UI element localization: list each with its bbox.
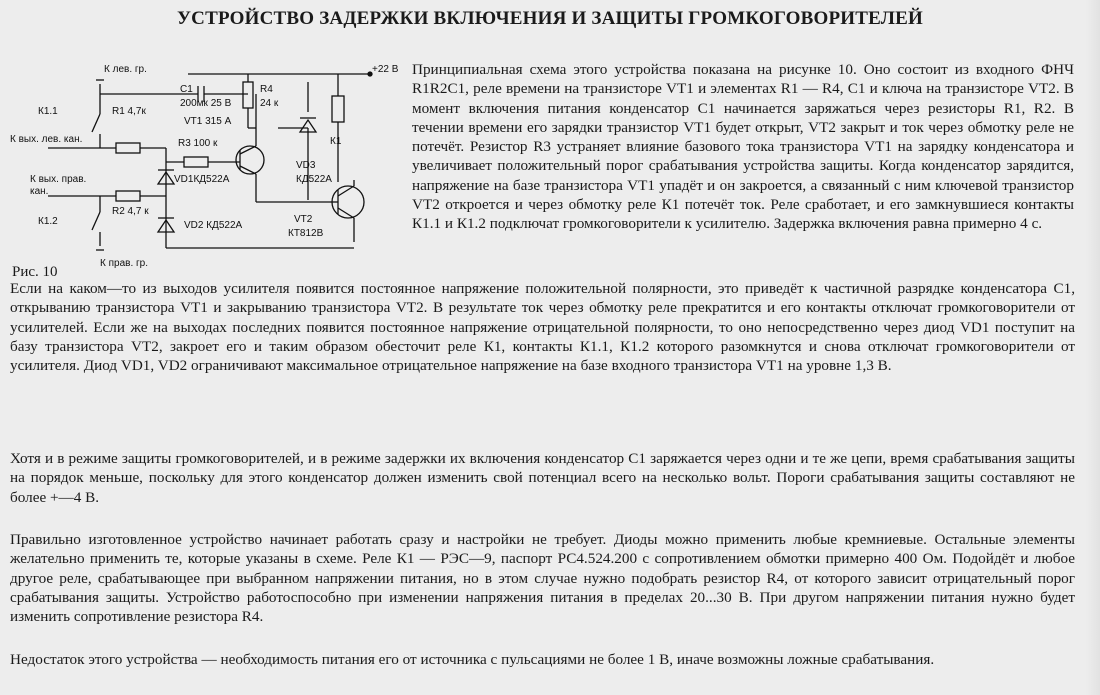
label-k12: К1.2 [38, 216, 58, 227]
label-c1-value: 200мк 25 В [180, 98, 232, 109]
label-r2: R2 4,7 к [112, 206, 149, 217]
circuit-schematic [8, 52, 408, 288]
intro-paragraph: Принципиальная схема этого устройства показана на рисунке 10. Оно состоит из входного ФНЧ R1R2C1, реле времени на транзисторе VT1 и элементах R1 — R4, C1 и ключа на транзисторе VT2. В момент включения питания конденсатор С1 начинается заряжаться через резисторы R1, R2. В течении времени его зарядки транзистор VT1 будет открыт, VT2 закрыт и ток через обмотку реле не потечёт. Резистор R3 устраняет влияние базового тока транзистора VT1 на зарядку конденсатора и увеличивает положительный порог срабатывания устройства защиты. Когда конденсатор зарядится, напряжение на базе транзистора VT1 упадёт и он закроется, а связанный с ним ключевой транзистор VT2 откроется и через обмотку реле К1 потечёт ток. Реле сработает, и его замкнувшиеся контакты К1.1 и К1.2 подключат громкоговорители к усилителю. Задержка включения равна примерно 4 с. [412, 61, 1074, 233]
label-k-out-left: К вых. лев. кан. [10, 134, 83, 145]
label-r3: R3 100 к [178, 138, 218, 149]
scroll-edge [1086, 0, 1100, 695]
label-vd2: VD2 КД522А [184, 220, 243, 231]
label-k-out-right-1: К вых. прав. [30, 174, 87, 185]
body-paragraph: Хотя и в режиме защиты громкоговорителей, и в режиме задержки их включения конденсатор С1 заряжается через одни и те же цепи, время срабатывания защиты на порядок меньше, поскольку для этого конденсатор должен изменить свой потенциал всего на несколько вольт. Пороги срабатывания защиты составляют не более +—4 В. [10, 450, 1075, 506]
label-vd3-value: КД522А [296, 174, 332, 185]
label-r4: R4 [260, 84, 273, 95]
label-k11: К1.1 [38, 106, 58, 117]
body-paragraph: Правильно изготовленное устройство начинает работать сразу и настройки не требует. Диоды можно применить любые кремниевые. Остальные элементы желательно применить те, которые указаны в схеме. Реле К1 — РЭС—9, паспорт РС4.524.200 с сопротивлением обмотки примерно 400 Ом. Подойдёт и любое другое реле, срабатывающее при выбранном напряжении питания, но в этом случае нужно подобрать резистор R4, от которого зависит отрицательный порог срабатывания защиты. Устройство работоспособно при изменении напряжения питания в пределах 20...30 В. При другом напряжении питания нужно будет изменить сопротивление резистора R4. [10, 531, 1075, 626]
label-k-out-right-2: кан. [30, 186, 49, 197]
label-k1: К1 [330, 136, 342, 147]
label-vd1: VD1КД522А [174, 174, 230, 185]
label-vt2: VT2 [294, 214, 313, 225]
label-r1: R1 4,7к [112, 106, 146, 117]
label-r4-value: 24 к [260, 98, 279, 109]
label-vd3: VD3 [296, 160, 316, 171]
label-vt2-value: КТ812В [288, 228, 324, 239]
figure-caption: Рис. 10 [12, 264, 58, 280]
body-paragraph: Если на каком—то из выходов усилителя появится постоянное напряжение положительной полярности, это приведёт к частичной разрядке конденсатора С1, открыванию транзистора VT1 и закрыванию транзистора VT2. В результате ток через обмотку реле прекратится и его контакты отключат громкоговорители от усилителей. Если же на выходах последних появится постоянное напряжение отрицательной полярности, то оно непосредственно через диод VD1 поступит на базу транзистора VT2, закроет его и таким образом обесточит реле К1, контакты К1.1, К1.2 которого разомкнутся и снова отключат громкоговорители от усилителя. Диод VD1, VD2 ограничивают максимальное отрицательное напряжение на базе входного транзистора VT1 на уровне 1,3 В. [10, 280, 1075, 375]
page-title: УСТРОЙСТВО ЗАДЕРЖКИ ВКЛЮЧЕНИЯ И ЗАЩИТЫ ГРОМКОГОВОРИТЕЛЕЙ [177, 8, 923, 29]
circuit-diagram [8, 52, 408, 288]
label-supply: +22 В [372, 64, 399, 75]
label-c1: C1 [180, 84, 193, 95]
label-k-left-gr: К лев. гр. [104, 64, 147, 75]
label-vt1: VT1 315 А [184, 116, 232, 127]
body-paragraph: Недостаток этого устройства — необходимость питания его от источника с пульсациями не более 1 В, иначе возможны ложные срабатывания. [10, 651, 935, 668]
label-k-right-gr: К прав. гр. [100, 258, 148, 269]
